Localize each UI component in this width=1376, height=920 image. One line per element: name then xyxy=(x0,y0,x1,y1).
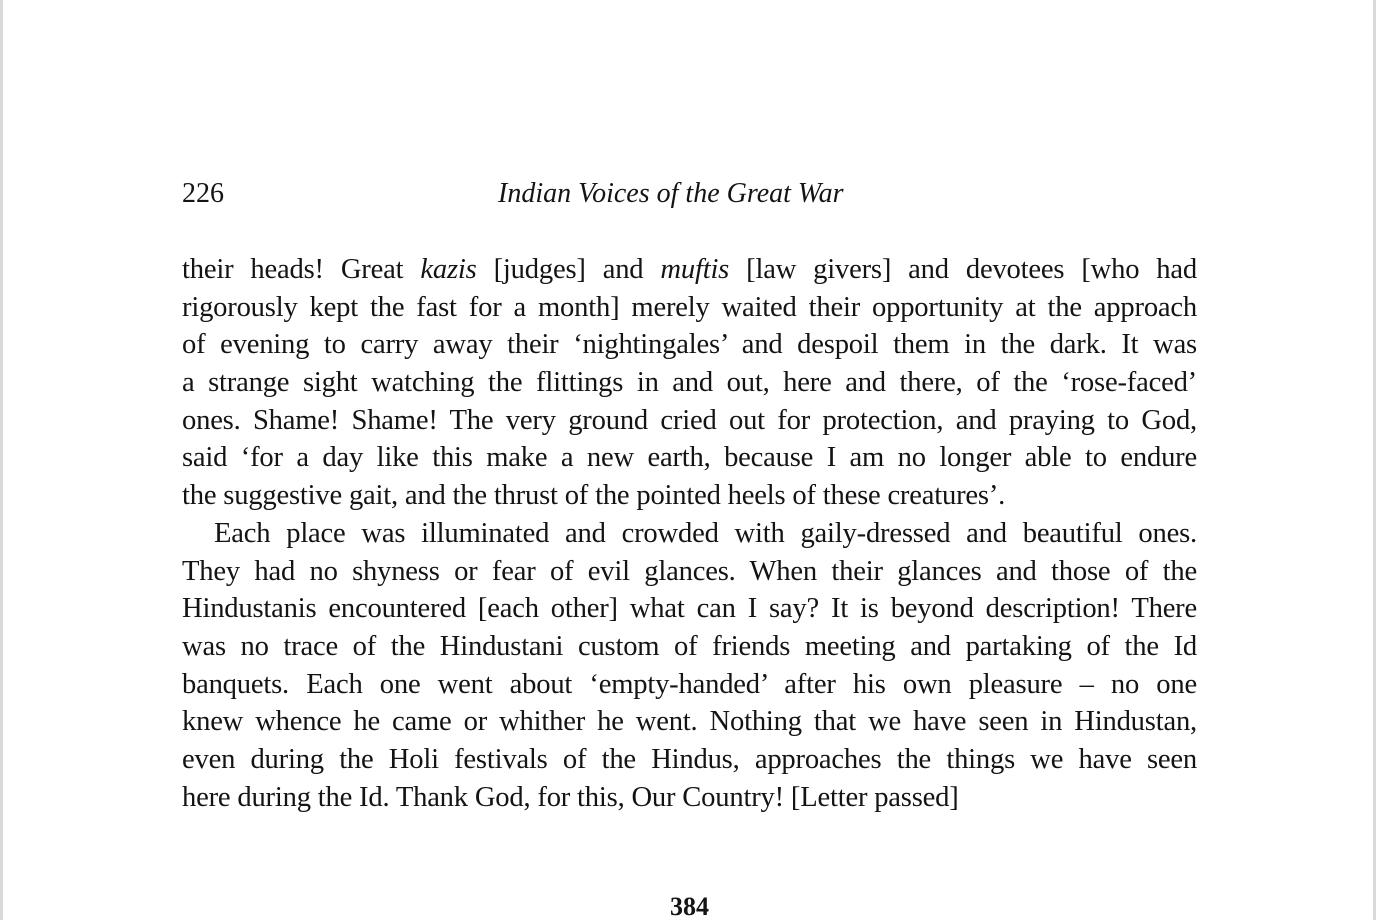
text-line: even during the Holi festivals of the Hindus, approaches the things we have seen xyxy=(182,743,1197,775)
text-line: They had no shyness or fear of evil glances. When their glances and those of the xyxy=(182,555,1197,587)
document-page xyxy=(182,0,1197,920)
text-segment: [law givers] and devotees [who had xyxy=(729,254,1197,285)
text-line-paragraph-start: Each place was illuminated and crowded with gaily-dressed and beautiful ones. xyxy=(214,517,1197,549)
page-number: 384 xyxy=(670,892,709,920)
text-line: Hindustanis encountered [each other] what can I say? It is beyond description! There xyxy=(182,593,1197,625)
text-line: knew whence he came or whither he went. Nothing that we have seen in Hindustan, xyxy=(182,706,1197,738)
body-text xyxy=(182,251,1197,816)
italic-term-muftis: muftis xyxy=(660,254,730,285)
text-line: a strange sight watching the flittings in and out, here and there, of the ‘rose-faced’ xyxy=(182,367,1197,399)
text-line: rigorously kept the fast for a month] merely waited their opportunity at the approach xyxy=(182,291,1197,323)
running-head xyxy=(182,176,1197,212)
text-line: was no trace of the Hindustani custom of friends meeting and partaking of the Id xyxy=(182,630,1197,662)
text-segment: their heads! Great xyxy=(182,254,421,285)
text-line: the suggestive gait, and the thrust of the pointed heels of these creatures’. xyxy=(182,480,1006,512)
text-line xyxy=(182,251,1197,289)
page-edge-left xyxy=(0,0,3,920)
text-line: here during the Id. Thank God, for this, Our Country! [Letter passed] xyxy=(182,781,959,813)
italic-term-kazis: kazis xyxy=(420,254,477,285)
text-line: said ‘for a day like this make a new earth, because I am no longer able to endure xyxy=(182,442,1197,474)
book-title: Indian Voices of the Great War xyxy=(498,178,844,209)
folio: 226 xyxy=(182,178,224,209)
text-line: of evening to carry away their ‘nightingales’ and despoil them in the dark. It was xyxy=(182,329,1197,361)
text-line: banquets. Each one went about ‘empty-handed’ after his own pleasure – no one xyxy=(182,668,1197,700)
text-line: ones. Shame! Shame! The very ground cried out for protection, and praying to God, xyxy=(182,404,1197,436)
text-segment: [judges] and xyxy=(476,254,661,285)
